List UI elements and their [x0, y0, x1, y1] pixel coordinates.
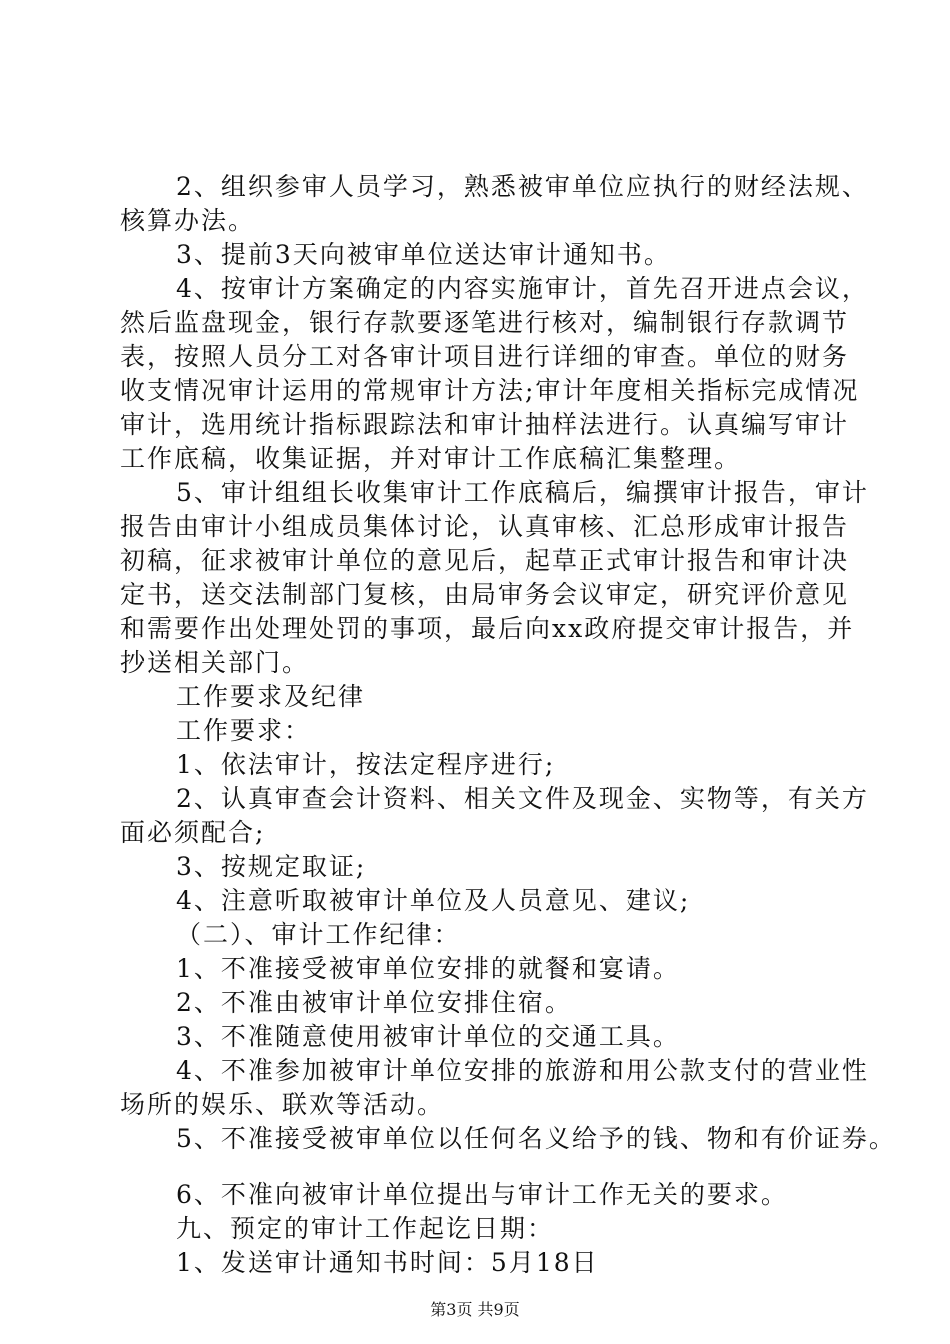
- paragraph-line: 4、按审计方案确定的内容实施审计，首先召开进点会议，: [176, 274, 869, 303]
- paragraph-line: 工作底稿，收集证据，并对审计工作底稿汇集整理。: [120, 444, 742, 473]
- paragraph-line: 5、不准接受被审单位以任何名义给予的钱、物和有价证券。: [176, 1124, 896, 1153]
- paragraph-line: 然后监盘现金，银行存款要逐笔进行核对，编制银行存款调节: [120, 308, 850, 337]
- paragraph-line: 收支情况审计运用的常规审计方法;审计年度相关指标完成情况: [120, 376, 860, 405]
- paragraph-line: 1、发送审计通知书时间：5月18日: [176, 1248, 599, 1277]
- section-heading: 工作要求及纪律: [176, 682, 366, 711]
- paragraph-line: 3、提前3天向被审单位送达审计通知书。: [176, 240, 671, 269]
- paragraph-line: 表，按照人员分工对各审计项目进行详细的审查。单位的财务: [120, 342, 850, 371]
- paragraph-line: 4、不准参加被审计单位安排的旅游和用公款支付的营业性: [176, 1056, 869, 1085]
- paragraph-line: 2、不准由被审计单位安排住宿。: [176, 988, 572, 1017]
- paragraph-line: 抄送相关部门。: [120, 648, 310, 677]
- paragraph-line: 初稿，征求被审计单位的意见后，起草正式审计报告和审计决: [120, 546, 850, 575]
- paragraph-line: 2、组织参审人员学习，熟悉被审单位应执行的财经法规、: [176, 172, 869, 201]
- paragraph-line: 和需要作出处理处罚的事项，最后向xx政府提交审计报告，并: [120, 614, 855, 643]
- paragraph-line: 面必须配合;: [120, 818, 266, 847]
- paragraph-line: 3、不准随意使用被审计单位的交通工具。: [176, 1022, 680, 1051]
- paragraph-line: 报告由审计小组成员集体讨论，认真审核、汇总形成审计报告: [120, 512, 850, 541]
- paragraph-line: 6、不准向被审计单位提出与审计工作无关的要求。: [176, 1180, 788, 1209]
- paragraph-line: 审计，选用统计指标跟踪法和审计抽样法进行。认真编写审计: [120, 410, 850, 439]
- paragraph-line: 定书，送交法制部门复核，由局审务会议审定，研究评价意见: [120, 580, 850, 609]
- paragraph-line: 5、审计组组长收集审计工作底稿后，编撰审计报告，审计: [176, 478, 869, 507]
- paragraph-line: 2、认真审查会计资料、相关文件及现金、实物等，有关方: [176, 784, 869, 813]
- paragraph-line: 1、依法审计，按法定程序进行;: [176, 750, 556, 779]
- paragraph-line: 核算办法。: [120, 206, 256, 235]
- paragraph-line: 3、按规定取证;: [176, 852, 367, 881]
- paragraph-line: 场所的娱乐、联欢等活动。: [120, 1090, 445, 1119]
- section-heading: （二）、审计工作纪律：: [176, 920, 461, 949]
- paragraph-line: 1、不准接受被审单位安排的就餐和宴请。: [176, 954, 680, 983]
- paragraph-line: 4、注意听取被审计单位及人员意见、建议;: [176, 886, 691, 915]
- section-heading: 工作要求：: [176, 716, 312, 745]
- section-heading: 九、预定的审计工作起讫日期：: [176, 1214, 555, 1243]
- page-number-footer: 第3页 共9页: [430, 1300, 520, 1319]
